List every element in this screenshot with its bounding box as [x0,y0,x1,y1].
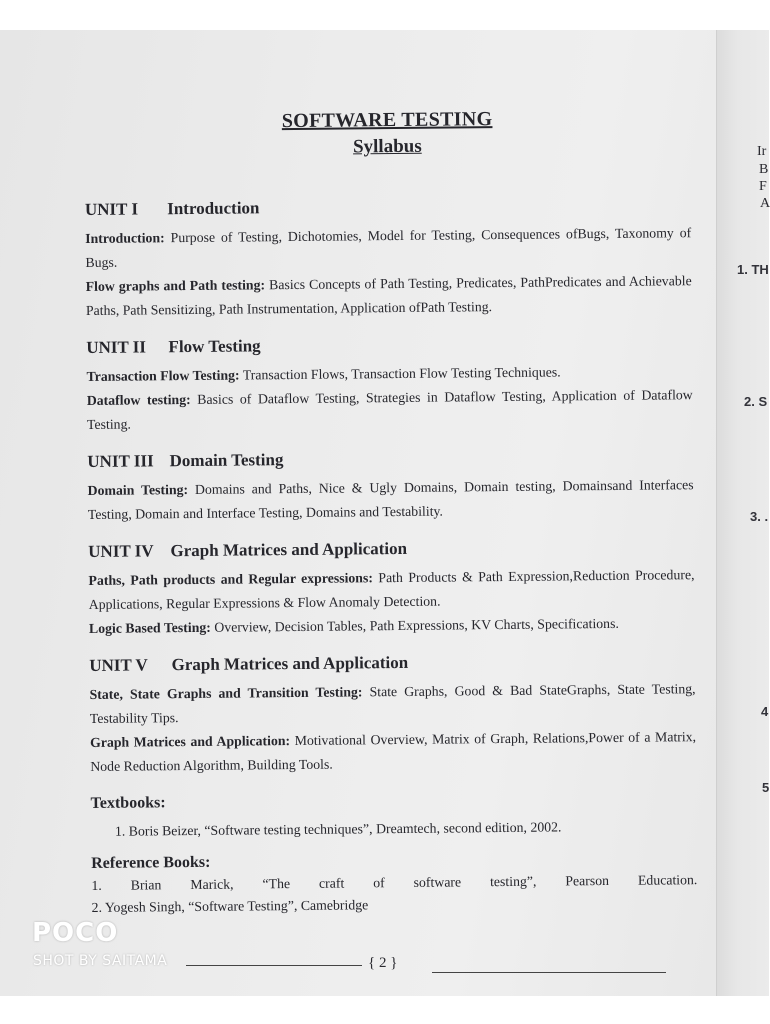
unit-number: UNIT V [89,655,148,675]
ref-word: Brian [130,877,162,893]
unit-paragraph [88,473,694,527]
topic-text: Motivational Overview, Matrix of Graph, Relations,Power of a Matrix, Node Reduction Algorithm, Building Tools. [90,729,697,774]
topic-lead: Introduction: [85,230,165,246]
unit-number: UNIT III [87,451,154,471]
unit-paragraph [88,563,694,617]
edge-number: 4 [761,704,769,719]
unit-name: Graph Matrices and Application [170,538,408,561]
topic-lead: Transaction Flow Testing: [86,367,240,384]
unit-name: Flow Testing [168,336,261,357]
unit-heading [89,649,695,677]
ref-word: Marick, [190,876,234,893]
unit-5 [89,649,696,779]
edge-letter: A [760,196,770,211]
edge-number: 3. . [750,509,769,524]
textbooks-heading: Textbooks: [90,794,166,812]
ref-word: 1. [91,877,102,893]
topic-lead: Dataflow testing: [86,391,191,408]
unit-4 [88,535,695,641]
topic-text: Basics Concepts of Path Testing, Predicates, PathPredicates and Achievable Paths, Path Sensitizing, Path Instrumentation, Application ofPath Testing. [85,273,692,318]
edge-letter: B [759,162,769,177]
unit-heading [87,445,693,473]
syllabus-content [84,106,698,919]
unit-name: Graph Matrices and Application [171,652,409,675]
topic-text: State Graphs, Good & Bad StateGraphs, State Testing, Testability Tips. [89,681,696,726]
topic-text: Basics of Dataflow Testing, Strategies in Dataflow Testing, Application of Dataflow Testing. [86,387,693,432]
unit-number: UNIT I [84,199,139,219]
topic-lead: Domain Testing: [87,482,189,498]
page-number: { 2 } [368,955,398,971]
unit-paragraph [90,725,696,779]
unit-1 [85,193,692,323]
unit-number: UNIT IV [88,541,154,561]
topic-lead: Graph Matrices and Application: [89,733,291,750]
unit-paragraph [87,383,693,437]
unit-number: UNIT II [86,337,147,357]
unit-name: Domain Testing [169,450,284,471]
topic-lead: Paths, Path products and Regular expressions: [88,570,373,588]
ref-word: Education. [637,872,698,888]
footer-rule-right [432,972,666,973]
document-title: SOFTWARE TESTING [281,108,493,133]
camera-watermark-brand: POCO [32,918,119,948]
edge-number: 2. S [744,394,768,409]
ref-word: of [373,875,385,891]
unit-2 [86,331,693,437]
unit-paragraph [89,611,695,641]
ref-word: Pearson [565,872,610,889]
topic-text: Transaction Flows, Transaction Flow Testing Techniques. [239,364,561,383]
topic-lead: Logic Based Testing: [88,619,211,636]
unit-paragraph [86,269,692,323]
footer-rule-left [186,965,362,966]
unit-heading [85,193,691,221]
ref-word: software [413,874,462,890]
topic-text: Path Products & Path Expression,Reduction Procedure, Applications, Regular Expressions & Flow Anomaly Detection. [88,567,695,612]
ref-word: “The [262,876,291,892]
edge-number: 1. TH [737,262,769,277]
unit-heading [88,535,694,563]
ref-word: testing”, [489,873,537,890]
topic-lead: Flow graphs and Path testing: [85,277,266,294]
topic-lead: State, State Graphs and Transition Testing: [89,684,363,702]
unit-3 [87,445,694,527]
edge-letter: Ir [757,144,767,159]
topic-text: Purpose of Testing, Dichotomies, Model for Testing, Consequences ofBugs, Taxonomy of Bugs. [85,225,692,270]
camera-watermark-credit: SHOT BY SAITAMA [33,953,168,969]
unit-name: Introduction [167,198,260,219]
unit-heading [86,331,692,359]
unit-paragraph [89,677,695,731]
document-subtitle: Syllabus [352,135,422,158]
edge-number: 5 [762,780,770,795]
edge-letter: F [759,179,767,194]
ref-word: craft [318,875,345,891]
unit-paragraph [85,221,691,275]
topic-text: Overview, Decision Tables, Path Expressions, KV Charts, Specifications. [210,615,619,635]
reference-books-heading: Reference Books: [91,853,211,872]
adjacent-page-edge [716,30,769,996]
textbook-item: 1. Boris Beizer, “Software testing techniques”, Dreamtech, second edition, 2002. [114,819,562,839]
reference-item-2: 2. Yogesh Singh, “Software Testing”, Camebridge [91,897,369,915]
topic-text: Domains and Paths, Nice & Ugly Domains, Domain testing, Domainsand Interfaces Testing, Domain and Interface Testing, Domains and Testability. [87,477,694,522]
